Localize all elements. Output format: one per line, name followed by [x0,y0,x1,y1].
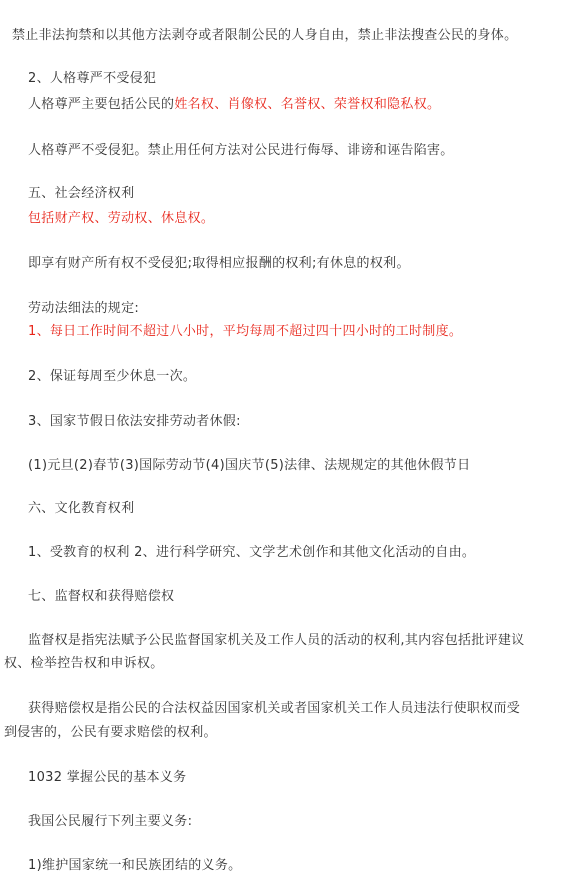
heading-labor-law: 劳动法细法的规定: [28,301,140,316]
paragraph-duty-unity: 1)维护国家统一和民族团结的义务。 [28,858,242,873]
heading-dignity: 2、人格尊严不受侵犯 [28,71,157,86]
paragraph-dignity-protection: 人格尊严不受侵犯。禁止用任何方法对公民进行侮辱、诽谤和诬告陷害。 [28,143,454,158]
paragraph-property-rights: 即享有财产所有权不受侵犯;取得相应报酬的权利;有休息的权利。 [28,256,410,271]
heading-socioeconomic-rights: 五、社会经济权利 [28,186,135,201]
heading-basic-duties: 1032 掌握公民的基本义务 [28,770,187,785]
paragraph-supervision-line1: 监督权是指宪法赋予公民监督国家机关及工作人员的活动的权利,其内容包括批评建议 [28,633,525,648]
heading-supervision-compensation: 七、监督权和获得赔偿权 [28,589,175,604]
paragraph-education-rights: 1、受教育的权利 2、进行科学研究、文学艺术创作和其他文化活动的自由。 [28,545,476,560]
paragraph-dignity-scope [0,96,580,114]
dignity-rights-highlight: 姓名权、肖像权、名誉权、荣誉权和隐私权。 [174,97,441,112]
paragraph-holiday-list: (1)元旦(2)春节(3)国际劳动节(4)国庆节(5)法律、法规规定的其他休假节日 [28,458,471,473]
dignity-scope-prefix: 人格尊严主要包括公民的 [28,97,175,112]
paragraph-compensation-line1: 获得赔偿权是指公民的合法权益因国家机关或者国家机关工作人员违法行使职权而受 [28,701,521,716]
paragraph-holidays: 3、国家节假日依法安排劳动者休假: [28,414,241,429]
socioeconomic-rights-highlight: 包括财产权、劳动权、休息权。 [28,211,215,226]
paragraph-compensation-line2: 到侵害的，公民有要求赔偿的权利。 [4,725,217,740]
paragraph-duties-intro: 我国公民履行下列主要义务: [28,814,193,829]
paragraph-personal-freedom: 禁止非法拘禁和以其他方法剥夺或者限制公民的人身自由，禁止非法搜查公民的身体。 [12,28,518,43]
paragraph-weekly-rest: 2、保证每周至少休息一次。 [28,369,197,384]
heading-cultural-education: 六、文化教育权利 [28,501,135,516]
paragraph-supervision-line2: 权、检举控告权和申诉权。 [4,656,164,671]
labor-hours-highlight: 1、每日工作时间不超过八小时，平均每周不超过四十四小时的工时制度。 [28,324,463,339]
